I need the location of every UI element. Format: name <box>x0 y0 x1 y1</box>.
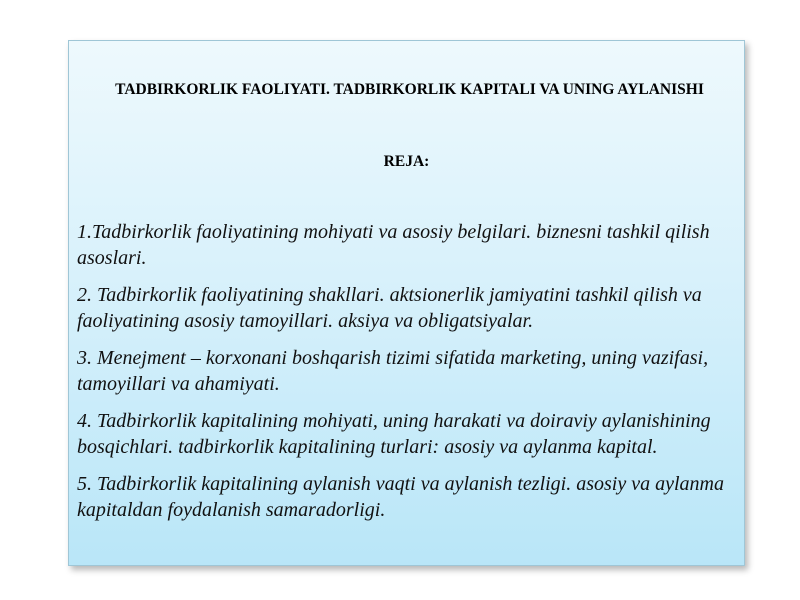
plan-item-5: 5. Tadbirkorlik kapitalining aylanish vaqti va aylanish tezligi. asosiy va aylanma kapitaldan foydalanish samaradorligi. <box>77 473 724 521</box>
plan-heading: REJA: <box>383 153 430 170</box>
plan-item-4: 4. Tadbirkorlik kapitalining mohiyati, uning harakati va doiraviy aylanishining bosqichlari. tadbirkorlik kapitalining turlari: asosiy va aylanma kapital. <box>77 410 711 458</box>
plan-item-2: 2. Tadbirkorlik faoliyatining shakllari. aktsionerlik jamiyatini tashkil qilish va faoliyatining asosiy tamoyillari. aksiya va obligatsiyalar. <box>77 284 702 332</box>
content-card <box>68 40 745 566</box>
plan-list <box>77 219 732 534</box>
slide-title: TADBIRKORLIK FAOLIYATI. TADBIRKORLIK KAPITALI VA UNING AYLANISHI <box>115 81 704 98</box>
plan-item-1: 1.Tadbirkorlik faoliyatining mohiyati va asosiy belgilari. biznesni tashkil qilish asoslari. <box>77 221 710 269</box>
plan-item-3: 3. Menejment – korxonani boshqarish tizimi sifatida marketing, uning vazifasi, tamoyillari va ahamiyati. <box>77 347 709 395</box>
